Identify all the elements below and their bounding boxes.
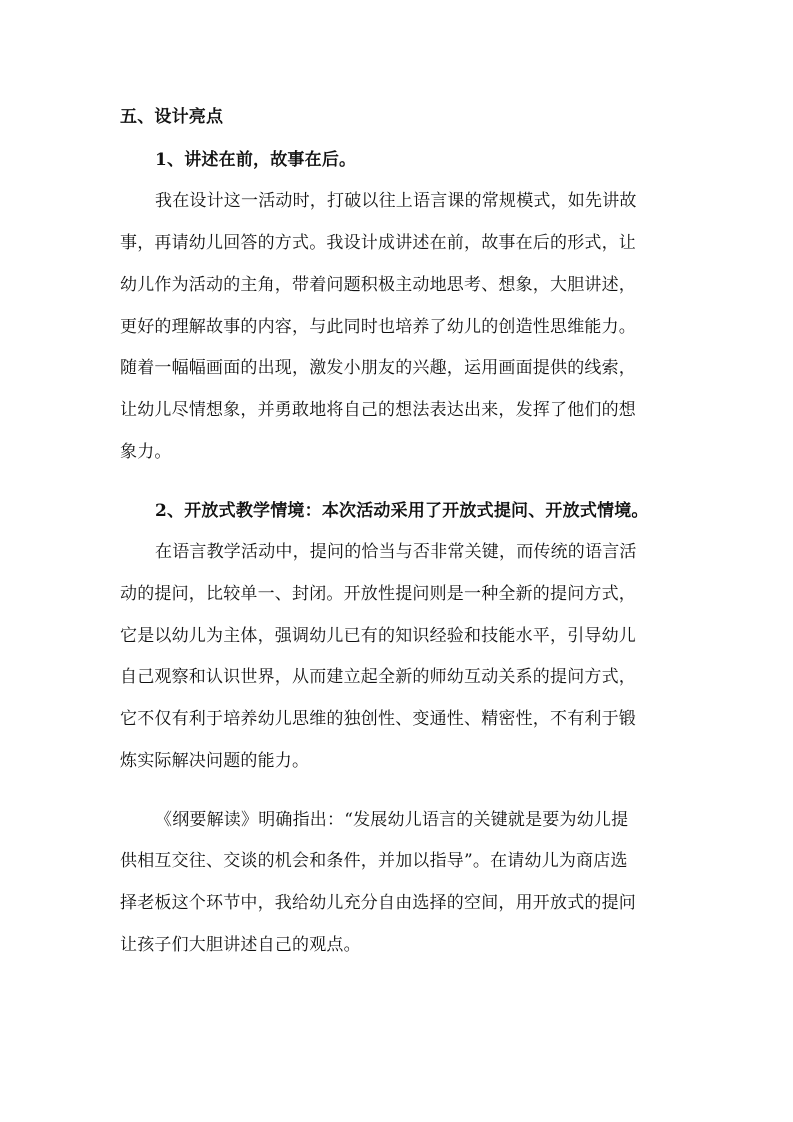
para1-line: 象力。 [120, 442, 172, 462]
para1-line: 更好的理解故事的内容，与此同时也培养了幼儿的创造性思维能力。 [120, 317, 636, 337]
para2-line: 自己观察和认识世界，从而建立起全新的师幼互动关系的提问方式， [120, 667, 636, 687]
section-heading: 五、设计亮点 [120, 107, 224, 127]
para1-line: 幼儿作为活动的主角，带着问题积极主动地思考、想象，大胆讲述， [120, 275, 636, 295]
para2-line: 它不仅有利于培养幼儿思维的独创性、变通性、精密性，不有利于锻 [120, 709, 636, 729]
para3-line: 择老板这个环节中，我给幼儿充分自由选择的空间，用开放式的提问 [120, 893, 636, 913]
para2-line: 在语言教学活动中，提问的恰当与否非常关键，而传统的语言活 [155, 542, 637, 562]
para3-line: 《纲要解读》明确指出：“发展幼儿语言的关键就是要为幼儿提 [155, 810, 629, 830]
point1-heading: 1、讲述在前，故事在后。 [155, 150, 357, 170]
para2-line: 炼实际解决问题的能力。 [120, 751, 310, 771]
para2-line: 它是以幼儿为主体，强调幼儿已有的知识经验和技能水平，引导幼儿 [120, 626, 636, 646]
para3-line: 让孩子们大胆讲述自己的观点。 [120, 935, 361, 955]
para1-line: 事，再请幼儿回答的方式。我设计成讲述在前，故事在后的形式，让 [120, 233, 636, 253]
para2-line: 动的提问，比较单一、封闭。开放性提问则是一种全新的提问方式， [120, 584, 636, 604]
para1-line: 随着一幅幅画面的出现，激发小朋友的兴趣，运用画面提供的线索， [120, 358, 636, 378]
para3-line: 供相互交往、交谈的机会和条件，并加以指导”。在请幼儿为商店选 [120, 851, 628, 871]
para1-line: 我在设计这一活动时，打破以往上语言课的常规模式，如先讲故 [155, 191, 637, 211]
point2-heading: 2、开放式教学情境：本次活动采用了开放式提问、开放式情境。 [155, 501, 649, 521]
para1-line: 让幼儿尽情想象，并勇敢地将自己的想法表达出来，发挥了他们的想 [120, 400, 636, 420]
